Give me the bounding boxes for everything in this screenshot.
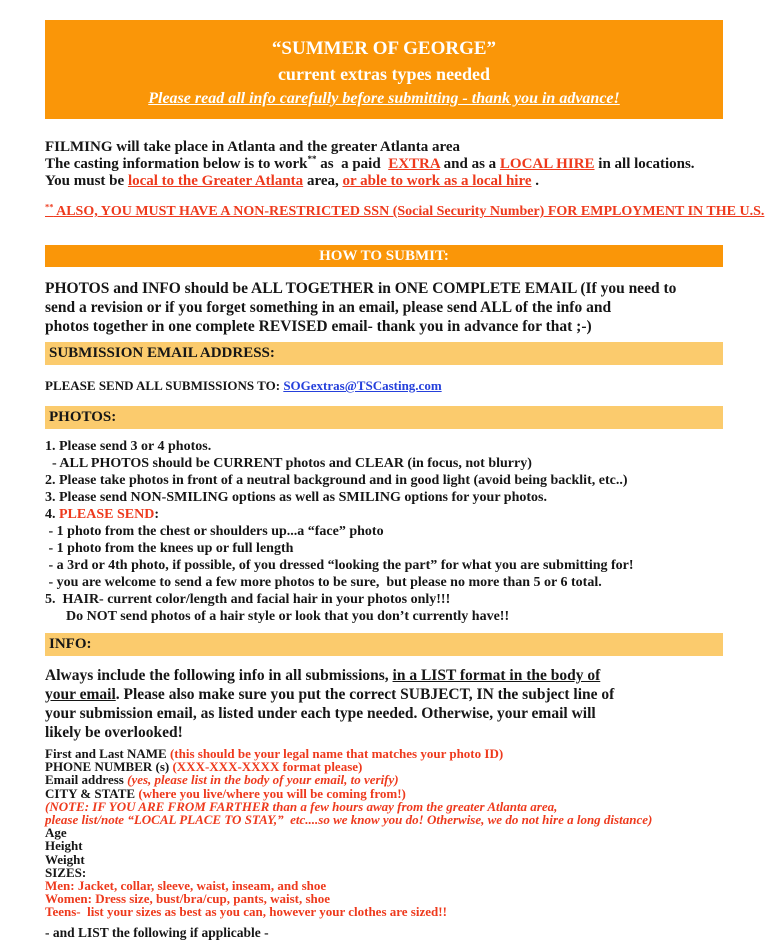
asterisk-superscript: ** (307, 154, 317, 164)
field-note: (XXX-XXX-XXXX format please) (172, 759, 363, 775)
field-label: CITY & STATE (45, 785, 139, 801)
info-field (45, 905, 723, 918)
greater-atlanta-link[interactable]: local to the Greater Atlanta (127, 173, 304, 189)
casting-info-line (45, 156, 723, 173)
photos-item: - ALL PHOTOS should be CURRENT photos and CLEAR (in focus, not blurry) (45, 456, 532, 471)
local-requirement-text: area, (303, 173, 343, 189)
extra-link[interactable]: EXTRA (388, 156, 440, 172)
field-label: SIZES: (45, 864, 87, 880)
photos-item: 2. Please take photos in front of a neutral background and in good light (avoid being backlit, etc..) (45, 473, 628, 488)
photos-list (45, 438, 723, 625)
photos-item: - 1 photo from the chest or shoulders up...a “face” photo (45, 524, 384, 539)
field-note: (yes, please list in the body of your email, to verify) (127, 772, 399, 788)
paragraph-line: photos together in one complete REVISED email- thank you in advance for that ;-) (45, 318, 592, 335)
field-note: Teens- list your sizes as best as you can, however your clothes are sized!! (45, 904, 447, 920)
casting-info-text: and as a (439, 156, 500, 172)
submission-email-bar: SUBMISSION EMAIL ADDRESS: (45, 342, 723, 365)
photos-item: - 1 photo from the knees up or full length (45, 541, 294, 556)
header-tagline: Please read all info carefully before submitting - thank you in advance! (148, 90, 620, 107)
field-note: (where you live/where you will be coming from!) (138, 785, 406, 801)
info-fields-list (45, 747, 723, 919)
field-note: Men: Jacket, collar, sleeve, waist, inseam, and shoe (45, 878, 327, 894)
item-number: 4. (45, 507, 59, 522)
field-label: Email address (45, 772, 128, 788)
info-field (45, 839, 723, 852)
field-note: (NOTE: IF YOU ARE FROM FARTHER than a few hours away from the greater Atlanta area, (45, 798, 558, 814)
paragraph-line: PHOTOS and INFO should be ALL TOGETHER in ONE COMPLETE EMAIL (If you need to (45, 280, 677, 297)
field-label: Weight (45, 851, 85, 867)
intro-section (45, 139, 723, 190)
field-note: please list/note “LOCAL PLACE TO STAY,” etc....so we know you do! Otherwise, we do not hire a long distance) (45, 812, 653, 828)
casting-info-text: in all locations. (594, 156, 695, 172)
info-field (45, 826, 723, 839)
paragraph-line: likely be overlooked! (45, 724, 183, 741)
filming-location-line: FILMING will take place in Atlanta and the greater Atlanta area (45, 139, 460, 155)
info-paragraph (45, 666, 723, 742)
photos-item: 5. HAIR- current color/length and facial hair in your photos only!!! (45, 592, 451, 607)
list-if-applicable-line: - and LIST the following if applicable - (45, 924, 269, 940)
submission-email-link[interactable]: SOGextras@TSCasting.com (283, 378, 442, 393)
please-send-emphasis: PLEASE SEND (59, 507, 155, 522)
casting-info-text: The casting information below is to work (45, 156, 308, 172)
list-format-emphasis: in a LIST format in the body of (392, 667, 601, 684)
how-to-submit-bar: HOW TO SUBMIT: (45, 245, 723, 267)
photos-bar: PHOTOS: (45, 406, 723, 429)
info-field (45, 813, 723, 826)
field-label: First and Last NAME (45, 746, 170, 761)
how-to-submit-paragraph (45, 279, 723, 336)
page-subtitle: current extras types needed (277, 64, 491, 84)
photos-item: - a 3rd or 4th photo, if possible, of you dressed “looking the part” for what you are submitting for! (45, 558, 634, 573)
page-title: “SUMMER OF GEORGE” (271, 38, 497, 59)
local-requirement-text: . (531, 173, 540, 189)
photos-item-please-send (45, 506, 723, 523)
info-bar: INFO: (45, 633, 723, 656)
list-format-emphasis: your email (45, 686, 116, 703)
work-as-local-hire-link[interactable]: or able to work as a local hire (342, 173, 532, 189)
photos-item: - you are welcome to send a few more photos to be sure, but please no more than 5 or 6 total. (45, 575, 602, 590)
header-banner (45, 20, 723, 119)
asterisk-superscript: ** (45, 202, 54, 212)
info-paragraph-text: Always include the following info in all submissions, (45, 667, 393, 684)
paragraph-line: send a revision or if you forget something in an email, please send ALL of the info and (45, 299, 612, 316)
paragraph-line: your submission email, as listed under each type needed. Otherwise, your email will (45, 705, 596, 722)
photos-item: 3. Please send NON-SMILING options as well as SMILING options for your photos. (45, 490, 547, 505)
submission-lead-text: PLEASE SEND ALL SUBMISSIONS TO: (45, 378, 284, 393)
ssn-requirement-text: ALSO, YOU MUST HAVE A NON-RESTRICTED SSN (Social Security Number) FOR EMPLOYMENT IN THE U.S. (53, 204, 765, 219)
field-label: PHONE NUMBER (s) (45, 759, 173, 775)
local-requirement-line (45, 173, 723, 190)
local-hire-link[interactable]: LOCAL HIRE (499, 156, 595, 172)
local-requirement-text: You must be (45, 173, 128, 189)
photos-item: Do NOT send photos of a hair style or look that you don’t currently have!! (45, 609, 510, 624)
casting-info-text: as a paid (316, 156, 389, 172)
info-paragraph-text: . Please also make sure you put the correct SUBJECT, IN the subject line of (115, 686, 615, 703)
paragraph-line (45, 685, 723, 704)
field-label: Height (45, 838, 83, 854)
submission-line (45, 378, 723, 393)
photos-item: 1. Please send 3 or 4 photos. (45, 439, 212, 454)
field-note: (this should be your legal name that matches your photo ID) (169, 746, 504, 761)
item-colon: : (154, 507, 159, 522)
field-note: Women: Dress size, bust/bra/cup, pants, waist, shoe (45, 891, 331, 907)
info-field (45, 853, 723, 866)
field-label: Age (45, 825, 67, 841)
paragraph-line (45, 666, 723, 685)
ssn-requirement-line (45, 202, 765, 220)
